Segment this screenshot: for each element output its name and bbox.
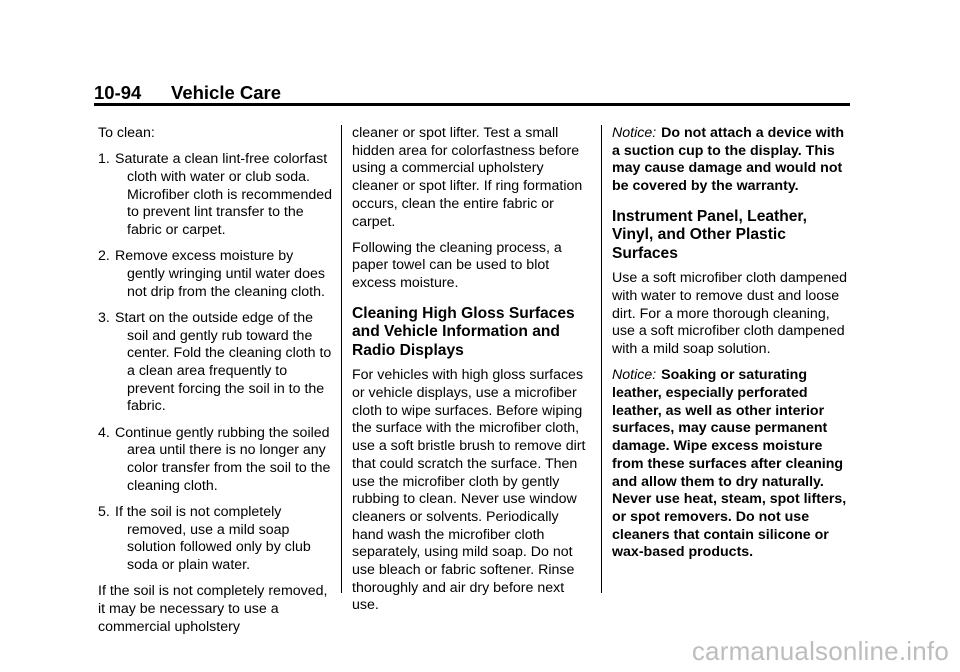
notice-text: Soaking or saturating leather, especially perforated leather, as well as other interior surfaces, may cause permanent damage. Wipe excess moisture from these surfaces after cleaning and allow them to dry naturally. Never use heat, steam, spot lifters, or spot removers. Do not use cleaners that contain silicone or wax-based products. xyxy=(612,367,847,561)
list-item xyxy=(98,504,332,575)
column-divider xyxy=(341,125,342,593)
step-text: If the soil is not completely removed, use a mild soap solution followed only by club soda or plain water. xyxy=(115,503,311,573)
step-text: Continue gently rubbing the soiled area until there is no longer any color transfer from the soil to the cleaning cloth. xyxy=(115,424,331,494)
column-3 xyxy=(612,125,850,571)
watermark: carmanualsonline.info xyxy=(691,636,949,666)
section-heading: Cleaning High Gloss Surfaces and Vehicle Information and Radio Displays xyxy=(352,304,575,359)
column-1 xyxy=(98,125,332,645)
notice-text: Do not attach a device with a suction cup to the display. This may cause damage and would not be covered by the warranty. xyxy=(612,125,845,195)
section-title: Vehicle Care xyxy=(171,82,282,103)
closing-text: If the soil is not completely removed, it may be necessary to use a commercial upholstery xyxy=(98,583,328,635)
step-number: 4. xyxy=(98,424,110,441)
column-2 xyxy=(352,125,590,624)
step-number: 5. xyxy=(98,503,110,520)
section-heading: Instrument Panel, Leather, Vinyl, and Other Plastic Surfaces xyxy=(612,207,807,262)
notice-display xyxy=(612,125,850,196)
page-header xyxy=(94,82,850,104)
notice-leather xyxy=(612,367,850,562)
list-item xyxy=(98,425,332,496)
list-item xyxy=(98,310,332,416)
notice-label: Notice: xyxy=(612,125,657,141)
cleaning-steps xyxy=(98,151,332,574)
intro-text: To clean: xyxy=(98,125,155,141)
paragraph: cleaner or spot lifter. Test a small hidden area for colorfastness before using a commercial upholstery cleaner or spot lifter. If ring formation occurs, clean the entire fabric or carpet. xyxy=(352,125,583,230)
paragraph: Following the cleaning process, a paper towel can be used to blot excess moisture. xyxy=(352,239,562,292)
list-item xyxy=(98,151,332,240)
notice-label: Notice: xyxy=(612,367,657,384)
step-number: 2. xyxy=(98,248,110,265)
header-rule xyxy=(94,103,850,106)
paragraph: For vehicles with high gloss surfaces or vehicle displays, use a microfiber cloth to wipe surfaces. Before wiping the surface with the microfiber cloth, use a soft bristle brush to remove dirt that could scratch the surface. Then use the microfiber cloth by gently rubbing to clean. Never use window cleaners or solvents. Periodically hand wash the microfiber cloth separately, using mild soap. Do not use bleach or fabric softener. Rinse thoroughly and air dry before next use. xyxy=(352,367,586,614)
column-divider xyxy=(601,125,602,593)
step-text: Start on the outside edge of the soil and gently rub toward the center. Fold the cleaning cloth to a clean area frequently to prevent forcing the soil in to the fabric. xyxy=(115,309,332,415)
paragraph: Use a soft microfiber cloth dampened with water to remove dust and loose dirt. For a more thorough cleaning, use a soft microfiber cloth dampened with a mild soap solution. xyxy=(612,270,847,358)
step-text: Saturate a clean lint-free colorfast cloth with water or club soda. Microfiber cloth is recommended to prevent lint transfer to the fabric or carpet. xyxy=(115,151,333,239)
step-number: 3. xyxy=(98,309,110,326)
step-text: Remove excess moisture by gently wringing until water does not drip from the cleaning cloth. xyxy=(115,248,325,300)
page-number: 10-94 xyxy=(94,82,142,103)
list-item xyxy=(98,248,332,301)
step-number: 1. xyxy=(98,151,110,168)
